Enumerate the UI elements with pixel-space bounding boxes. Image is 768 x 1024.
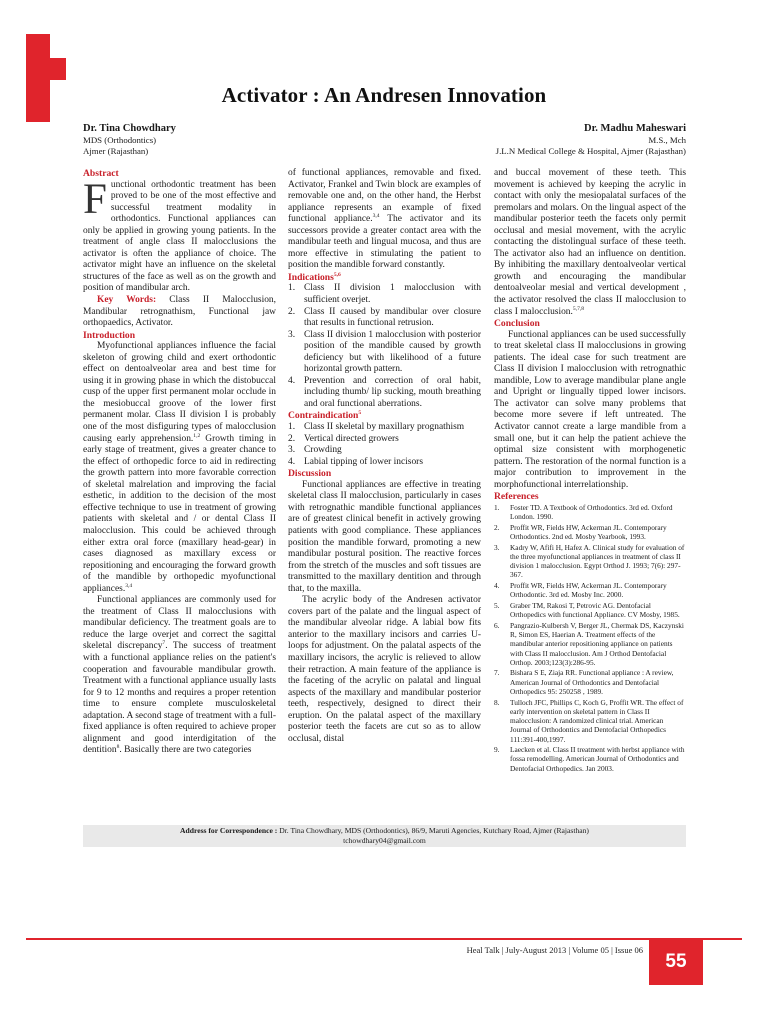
contraindication-item-text: Class II skeletal by maxillary prognathism bbox=[304, 422, 465, 433]
contraindication-item-number: 1. bbox=[288, 422, 296, 433]
intro-p2-b: . The success of treatment with a functional appliance relies on the patient's cooperation and favourable mandibular growth. Treatment with a functional appliance usually lasts for 9 to 12 months and requires a proper retention time to ensure complete musculoskeletal adaptation. A second stage of treatment with a full-fixed appliance is often required to achieve proper alignment and good interdigitation of the dentition bbox=[83, 641, 276, 756]
column-1 bbox=[83, 168, 276, 757]
reference-item-number: 9. bbox=[494, 745, 500, 755]
abstract-dropcap: F bbox=[83, 175, 107, 223]
reference-item bbox=[494, 668, 686, 696]
reference-item bbox=[494, 523, 686, 542]
reference-item-text: Proffit WR, Fields HW, Ackerman JL. Contemporary Orthodontics. 2nd ed. Mosby Yearbook, 1993. bbox=[510, 522, 667, 541]
keywords-text: Class II Malocclusion, Mandibular retrognathism, Functional jaw orthopaedics, Activator. bbox=[83, 295, 276, 329]
discussion-paragraph-1: Functional appliances are effective in treating skeletal class II malocclusion, particularly in cases with retrognathic mandible functional appliances are of greatest clinical benefit in actively growing patients with good compliance. These appliances position the mandible forward, promoting a new mandibular postural position. The reactive forces from the stretch of the muscles and soft tissues are transmitted to the maxillary dentition and through that, to the maxilla. bbox=[288, 479, 481, 594]
intro-p2-d: of functional appliances, removable and fixed. Activator, Frankel and Twin block are examples of removable one and, on the other hand, the Herbst appliance represents an example of fixed functional appliance. bbox=[288, 168, 481, 225]
contraindication-heading-text: Contraindication bbox=[288, 410, 359, 422]
citation-sup: 3,4 bbox=[125, 582, 133, 589]
brand-bar-horizontal bbox=[26, 58, 66, 80]
indications-heading bbox=[288, 272, 481, 284]
citation-sup: 5 bbox=[358, 410, 362, 417]
author-left-degree: MDS (Orthodontics) bbox=[83, 135, 157, 145]
reference-item-text: Proffit WR, Fields HW, Ackerman JL. Contemporary Orthodontic. 3rd ed. Mosby Inc. 2000. bbox=[510, 581, 667, 600]
introduction-heading: Introduction bbox=[83, 329, 136, 341]
conclusion-heading: Conclusion bbox=[494, 318, 540, 330]
contraindication-item-text: Vertical directed growers bbox=[304, 433, 399, 444]
reference-item-number: 8. bbox=[494, 697, 500, 707]
author-left-place: Ajmer (Rajasthan) bbox=[83, 146, 149, 157]
intro-paragraph-2 bbox=[83, 595, 276, 757]
abstract-text bbox=[83, 175, 276, 295]
intro-paragraph-2-continued bbox=[288, 168, 481, 272]
author-right bbox=[496, 122, 686, 158]
citation-sup: 5,7,8 bbox=[572, 305, 585, 312]
reference-item-number: 5. bbox=[494, 600, 500, 610]
citation-sup: 8 bbox=[116, 744, 120, 751]
indication-item bbox=[288, 376, 481, 411]
contraindication-item bbox=[288, 422, 481, 434]
intro-p2-e: The activator and its successors provide a greater contact area with the mandibular teeth and lingual mucosa, and thus are more effective in stimulating the patient to position the mandible forward constantly. bbox=[288, 214, 481, 271]
reference-item-text: Kadry W, Afifi H, Hafez A. Clinical study for evaluation of the three myofunctional appliances in treatment of class II division 1 malocclusion. Egypt Orthod J. 1993; 7(6): 297-367. bbox=[510, 542, 685, 580]
contraindication-item bbox=[288, 445, 481, 457]
correspondence-line bbox=[83, 826, 686, 836]
indication-item-number: 3. bbox=[288, 329, 296, 340]
indication-item-number: 2. bbox=[288, 306, 296, 317]
indication-item-number: 1. bbox=[288, 283, 296, 294]
contraindication-item-text: Labial tipping of lower incisors bbox=[304, 456, 423, 467]
intro-p2-c: . Basically there are two categories bbox=[119, 745, 252, 756]
reference-item-number: 2. bbox=[494, 522, 500, 532]
intro-paragraph-1 bbox=[83, 341, 276, 595]
keywords-label: Key Words: bbox=[97, 295, 157, 306]
indication-item-text: Class II division 1 malocclusion with sufficient overjet. bbox=[304, 283, 481, 306]
contraindication-item bbox=[288, 457, 481, 469]
contraindication-heading bbox=[288, 410, 481, 422]
discussion-paragraph-2-continued bbox=[494, 168, 686, 318]
author-right-name: Dr. Madhu Maheswari bbox=[584, 123, 686, 134]
column-3 bbox=[494, 168, 686, 774]
abstract-body: unctional orthodontic treatment has been proved to be one of the most effective and successful treatment modality in orthodontics. Functional appliances can only be applied in growing young patients. In the treatment of angle class II malocclusions the activator is often the appliance of choice. The activator might have an influence on the skeletal structures of the face as well as on the growth and position of mandibular arch. bbox=[83, 179, 276, 294]
reference-item-number: 6. bbox=[494, 620, 500, 630]
article-title: Activator : An Andresen Innovation bbox=[221, 83, 547, 107]
page-number-badge: 55 bbox=[649, 939, 703, 985]
author-right-place: J.L.N Medical College & Hospital, Ajmer (Rajasthan) bbox=[495, 146, 686, 157]
references-heading: References bbox=[494, 491, 539, 503]
reference-item bbox=[494, 698, 686, 744]
contraindication-item-number: 4. bbox=[288, 456, 296, 467]
correspondence-label: Address for Correspondence : bbox=[180, 826, 278, 835]
citation-sup: 7 bbox=[162, 640, 166, 647]
reference-item-number: 7. bbox=[494, 668, 500, 678]
reference-item bbox=[494, 543, 686, 580]
contraindication-list bbox=[288, 422, 481, 468]
reference-item-text: Graber TM, Rakosi T, Petrovic AG. Dentofacial Orthopedics with functional Appliance. CV Mosby, 1985. bbox=[510, 600, 680, 620]
citation-sup: 5,6 bbox=[333, 271, 341, 278]
reference-item bbox=[494, 581, 686, 600]
indication-item bbox=[288, 307, 481, 330]
discussion-paragraph-2: The acrylic body of the Andresen activator covers part of the palate and the lingual aspect of the mandibular alveolar ridge. A labial bow fits anterior to the maxillary incisors and carries U-loops for adjustment. On the palatal aspects of the maxillary incisors, the acrylic is relieved to allow their retraction. A main feature of the appliance is the faceting of the acrylic on palatal and lingual aspects of the maxillary and mandibular posterior teeth, respectively, designed to direct their eruption. On the palatal aspect of the maxillary posterior teeth the facets are cut so as to allow occlusal, distal bbox=[288, 595, 481, 744]
reference-item-number: 3. bbox=[494, 542, 500, 552]
correspondence-address: Dr. Tina Chowdhary, MDS (Orthodontics), 86/9, Maruti Agencies, Kutchary Road, Ajmer (Rajasthan) bbox=[277, 826, 589, 835]
contraindication-item-text: Crowding bbox=[304, 445, 342, 456]
indication-item-text: Class II caused by mandibular over closure that results in functional retrusion. bbox=[304, 306, 481, 329]
reference-item bbox=[494, 601, 686, 620]
reference-item bbox=[494, 745, 686, 773]
correspondence-band bbox=[83, 825, 686, 847]
intro-p1-b: Growth timing in early stage of treatment, gives a greater chance to the effect of orthopedic force to aid in redirecting the growth pattern into more favorable correction of skeletal malrelation and improving the facial esthetic, in addition to the decision of the most effective technique to use in treatment of growing patients with skeletal and / or dental Class II malocclusion. This could be achieved through either extra oral force (maxillary head-gear) in cases diagnosed as maxillary excess or repositioning and encouraging the forward growth of the mandible by orthopedic myofunctional appliances. bbox=[83, 433, 276, 594]
indication-item-number: 4. bbox=[288, 375, 296, 386]
discussion-heading: Discussion bbox=[288, 468, 332, 480]
reference-item bbox=[494, 621, 686, 667]
author-left-name: Dr. Tina Chowdhary bbox=[83, 123, 176, 134]
conclusion-paragraph: Functional appliances can be used successfully to treat skeletal class II malocclusions in growing patients. The ideal case for such treatment are Class II division I malocclusion with retrognathic mandible, Low to average mandibular plane angle and Upright or lingually tipped lower incisors. The activator can solve many problems that become more severe if left untreated. The Activator cannot create a large mandible from a small one, but it can help the patient achieve the optimal size consistent with morphogenetic pattern. The restoration of the normal function is a major contribution to improvement in the morphofunctional interrelationship. bbox=[494, 329, 686, 490]
keywords bbox=[83, 295, 276, 330]
reference-item-number: 1. bbox=[494, 502, 500, 512]
journal-footer: Heal Talk | July-August 2013 | Volume 05 | Issue 06 bbox=[466, 945, 643, 955]
references-list bbox=[494, 503, 686, 773]
reference-item bbox=[494, 503, 686, 522]
contraindication-item-number: 3. bbox=[288, 445, 296, 456]
citation-sup: 3,4 bbox=[372, 213, 380, 220]
intro-p2-a: Functional appliances are commonly used for the treatment of Class II malocclusions with mandibular deficiency. The treatment goals are to reduce the large overjet and correct the sagittal skeletal discrepancy bbox=[83, 595, 276, 652]
contraindication-item-number: 2. bbox=[288, 433, 296, 444]
author-right-degree: M.S., Mch bbox=[648, 135, 686, 145]
indication-item-text: Class II division 1 malocclusion with posterior position of the mandible caused by growth deficiency but with likelihood of a future horizontal growth pattern. bbox=[304, 329, 481, 375]
reference-item-text: Pangrazio-Kulbersh V, Berger JL, Chermak DS, Kaczynski R, Simon ES, Haerian A. Treatment effects of the mandibular anterior repositioning appliance on patients with Class II malocclusion. Am J Orthod Dentofacial Orthop. 2003;123(3):286-95. bbox=[510, 620, 684, 667]
abstract-heading: Abstract bbox=[83, 168, 119, 179]
reference-item-number: 4. bbox=[494, 581, 500, 591]
footer-rule bbox=[26, 938, 742, 940]
intro-p1-a: Myofunctional appliances influence the facial skeleton of growing child and exert orthodontic effect on dentoalveolar area and best time for using it in growing phase in which the distobuccal cusp of the upper first permanent molar occlude in the mesiobuccal groove of the lower first permanent molar. Class II division I is probably one of the most disfiguring types of malocclusion causing early apprehension. bbox=[83, 341, 276, 444]
column-2 bbox=[288, 168, 481, 745]
reference-item-text: Foster TD. A Textbook of Orthodontics. 3rd ed. Oxford London. 1990. bbox=[510, 502, 673, 522]
author-left bbox=[83, 122, 176, 158]
contraindication-item bbox=[288, 434, 481, 446]
correspondence-email: tchowdhary04@gmail.com bbox=[343, 836, 426, 845]
reference-item-text: Laecken et al. Class II treatment with herbst appliance with fossa remodelling. American Journal of Orthodontics and Dentofacial Orthopedics. Jan 2003. bbox=[510, 745, 685, 773]
indication-item bbox=[288, 330, 481, 376]
indications-heading-text: Indications bbox=[288, 271, 334, 283]
indications-list bbox=[288, 283, 481, 410]
reference-item-text: Bishara S E, Ziaja RR. Functional appliance : A review, American Journal of Orthodontics and Dentofacial Orthopedics 95: 250258 , 1989. bbox=[510, 668, 674, 696]
discussion-p3-a: and buccal movement of these teeth. This movement is achieved by keeping the acrylic in contact with only the mesiopalatal surfaces of the premolars and molars. On the lingual aspect of the mandibular posterior teeth the facets only permit occlusal and mesial movement, with the acrylic contacting the distolingual surface of these teeth. The activator also had an influence on dentition. By inhibiting the maxillary dentoalveolar vertical growth and encouraging the mandibular dentoalveolar mesial and vertical development , the activator resolved the class II malocclusion to class I malocclusion. bbox=[494, 168, 686, 317]
indication-item-text: Prevention and correction of oral habit, including thumb/ lip sucking, mouth breathing and oral functional aberrations. bbox=[304, 375, 481, 409]
citation-sup: 1,2 bbox=[193, 432, 201, 439]
indication-item bbox=[288, 283, 481, 306]
reference-item-text: Tulloch JFC, Phillips C, Koch G, Proffit WR. The effect of early intervention on skeletal pattern in Class II malocclusion: A randomized clinical trial. American Journal of Orthodontics and Dentofacial Orthopedics 111:391-400,1997. bbox=[510, 697, 684, 744]
